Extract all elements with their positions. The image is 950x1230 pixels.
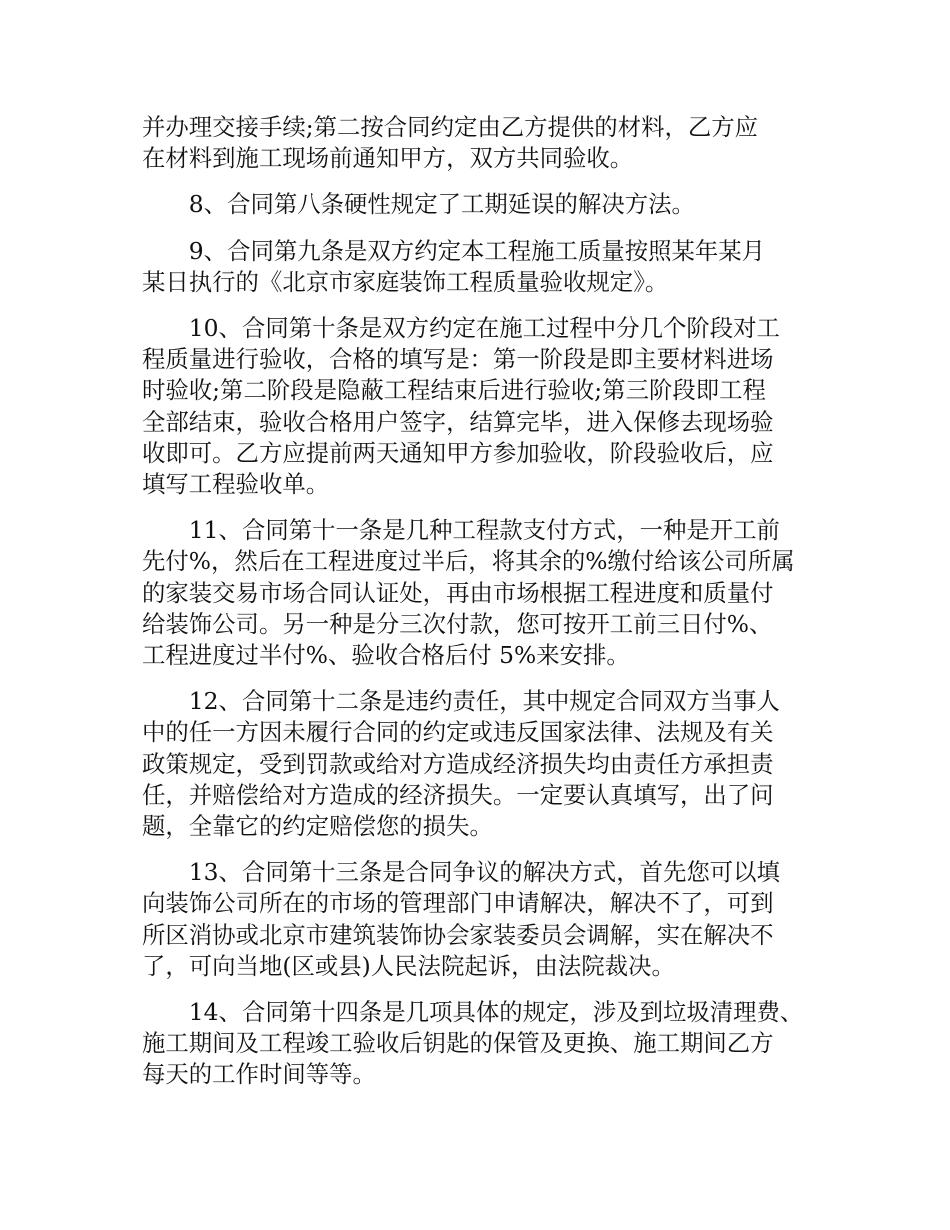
paragraph-item-8: 8、合同第八条硬性规定了工期延误的解决方法。 [188,190,695,219]
paragraph-item-12: 12、合同第十二条是违约责任，其中规定合同双方当事人 中的任一方因未履行合同的约定或违反国家法律、法规及有关 政策规定，受到罚款或给对方造成经济损失均由责任方承担责 任，并赔偿给对方造成的经济损失。一定要认真填写，出了问 题，全靠它的约定赔偿您的损失。 [142,687,780,841]
document-body [142,112,822,1106]
paragraph-item-14: 14、合同第十四条是几项具体的规定，涉及到垃圾清理费、 施工期间及工程竣工验收后钥匙的保管及更换、施工期间乙方 每天的工作时间等等。 [142,998,804,1089]
paragraph-item-10: 10、合同第十条是双方约定在施工过程中分几个阶段对工 程质量进行验收，合格的填写是：第一阶段是即主要材料进场 时验收;第二阶段是隐蔽工程结束后进行验收;第三阶段即工程 全部结束，验收合格用户签字，结算完毕，进入保修去现场验 收即可。乙方应提前两天通知甲方参加验收，阶段验收后，应 填写工程验收单。 [142,314,780,499]
paragraph-item-9: 9、合同第九条是双方约定本工程施工质量按照某年某月 某日执行的《北京市家庭装饰工程质量验收规定》。 [142,236,766,296]
paragraph-item-13: 13、合同第十三条是合同争议的解决方式，首先您可以填 向装饰公司所在的市场的管理部门申请解决，解决不了，可到 所区消协或北京市建筑装饰协会家装委员会调解，实在解决不 了，可向当地(区或县)人民法院起诉，由法院裁决。 [142,858,780,980]
paragraph-continuation: 并办理交接手续;第二按合同约定由乙方提供的材料，乙方应 在材料到施工现场前通知甲方，双方共同验收。 [142,113,759,173]
paragraph-item-11: 11、合同第十一条是几种工程款支付方式，一种是开工前 先付%，然后在工程进度过半后，将其余的%缴付给该公司所属 的家装交易市场合同认证处，再由市场根据工程进度和质量付 给装饰公司。另一种是分三次付款，您可按开工前三日付%、 工程进度过半付%、验收合格后付 5%来安排。 [142,516,795,670]
